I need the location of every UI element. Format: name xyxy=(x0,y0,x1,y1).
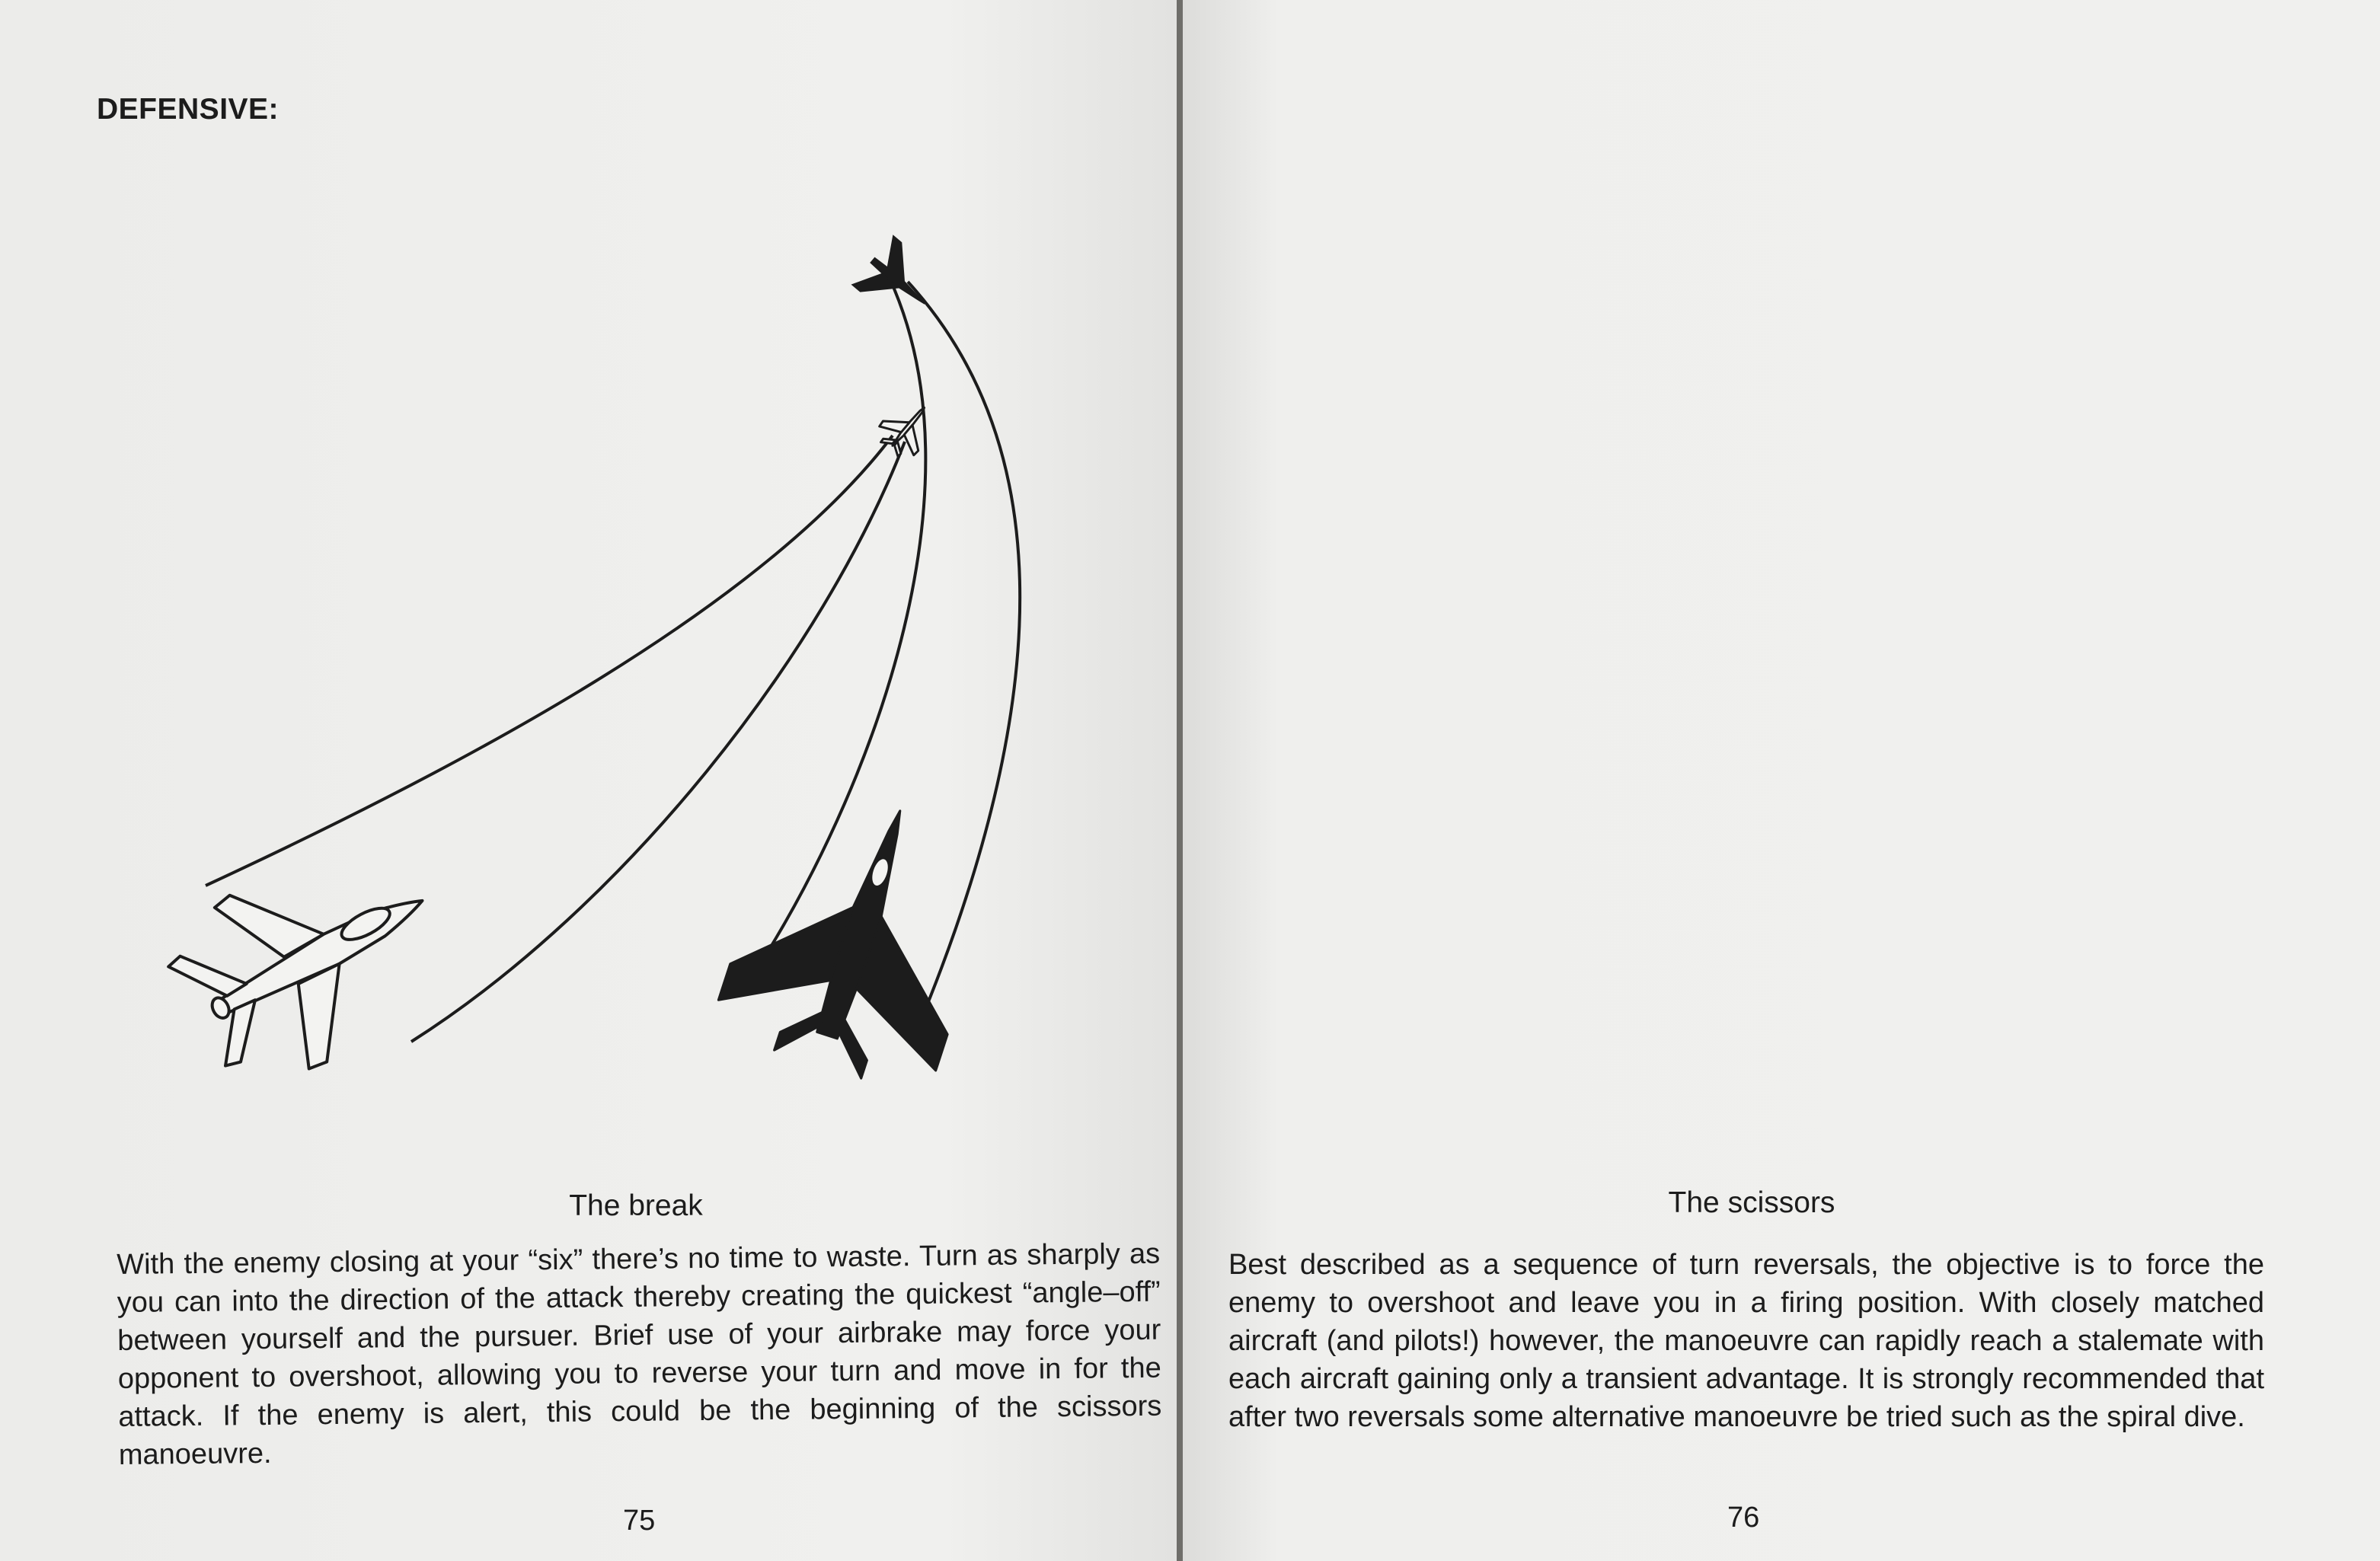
right-page xyxy=(1183,0,2380,1561)
break-manoeuvre-illustration xyxy=(0,0,1177,1104)
page-number: 76 xyxy=(1727,1502,1760,1534)
black-jet-trail-inner xyxy=(908,282,1020,1028)
black-jet-icon xyxy=(852,236,945,329)
left-page xyxy=(0,0,1177,1561)
figure-caption: The scissors xyxy=(1668,1186,1835,1219)
body-paragraph: With the enemy closing at your “six” there’s no time to waste. Turn as sharply as you can into the direction of the attack thereby creating the quickest “angle–off” between yourself and the pursuer. Brief use of your airbrake may force your opponent to overshoot, allowing you to reverse your turn and move in for the attack. If the enemy is alert, this could be the beginning of the scissors manoeuvre. xyxy=(117,1237,1162,1471)
black-jet-trail-outer xyxy=(765,282,925,956)
figure-caption: The break xyxy=(569,1189,703,1222)
book-spine xyxy=(1177,0,1183,1561)
black-jet-icon xyxy=(709,775,1008,1100)
body-paragraph: Best described as a sequence of turn reversals, the objective is to force the enemy to overshoot and leave you in a firing position. With closely matched aircraft (and pilots!) however, the manoeuvre can rapidly reach a stalemate with each aircraft gaining only a transient advantage. It is strongly recommended that after two reversals some alternative manoeuvre be tried such as the spiral dive. xyxy=(1228,1249,2264,1433)
scissors-manoeuvre-illustration xyxy=(2366,0,2380,990)
section-heading: DEFENSIVE: xyxy=(97,93,280,126)
white-jet-icon xyxy=(872,393,942,464)
white-jet-icon xyxy=(152,816,468,1104)
page-number: 75 xyxy=(623,1505,656,1537)
